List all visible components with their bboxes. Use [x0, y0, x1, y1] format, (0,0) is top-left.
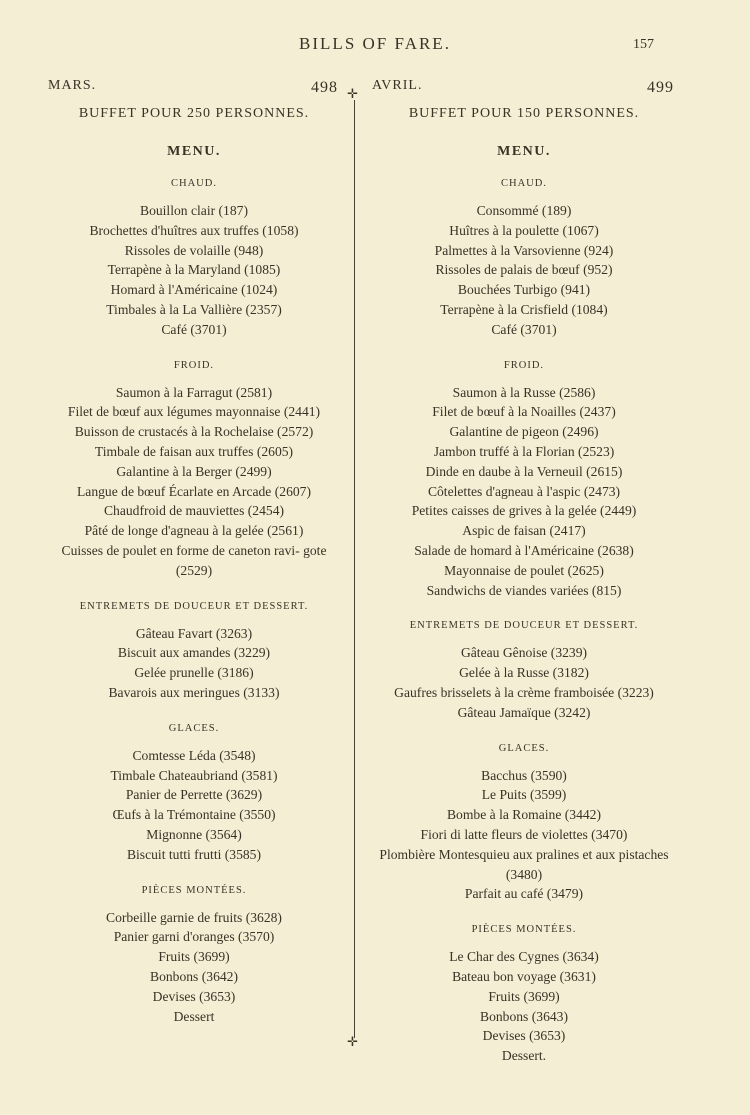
menu-item: Gaufres brisselets à la crème framboisée (3223) — [394, 684, 654, 700]
menu-item: Comtesse Léda (3548) — [132, 747, 256, 763]
buffet-title: BUFFET POUR 150 PERSONNES. — [408, 106, 640, 121]
menu-item: Chaudfroid de mauviettes (2454) — [103, 503, 285, 519]
menu-item: Bombe à la Romaine (3442) — [446, 807, 602, 823]
menu-item: Fruits (3699) — [158, 949, 230, 965]
section-title: PIÈCES MONTÉES. — [141, 884, 247, 896]
menu-item: Devises (3653) — [482, 1028, 566, 1044]
menu-item: Le Char des Cygnes (3634) — [449, 949, 599, 965]
menu-item: Palmettes à la Varsovienne (924) — [434, 242, 614, 258]
menu-item: Dinde en daube à la Verneuil (2615) — [425, 463, 623, 479]
menu-item: Bonbons (3643) — [480, 1008, 568, 1024]
menu-item-list — [44, 746, 344, 865]
menu-sections — [368, 178, 680, 1066]
menu-item: Biscuit tutti frutti (3585) — [126, 846, 262, 862]
menu-item: Gelée prunelle (3186) — [134, 665, 254, 681]
menu-item: Côtelettes d'agneau à l'aspic (2473) — [427, 483, 621, 499]
menu-item: Petites caisses de grives à la gelée (2449) — [411, 503, 637, 519]
menu-item: Bouillon clair (187) — [140, 203, 248, 218]
menu-item: Bacchus (3590) — [481, 767, 567, 783]
menu-item: Dessert — [173, 1008, 215, 1024]
page-header — [0, 34, 750, 58]
menu-item: Bouchées Turbigo (941) — [457, 282, 591, 298]
menu-item: Saumon à la Russe (2586) — [452, 384, 596, 400]
menu-item: Langue de bœuf Écarlate en Arcade (2607) — [76, 483, 311, 499]
menu-item-list — [44, 201, 344, 340]
menu-item-list — [368, 383, 680, 601]
divider-ornament-top: ✛ — [347, 86, 358, 101]
section-title: GLACES. — [168, 722, 220, 734]
divider-ornament-bottom: ✛ — [347, 1034, 358, 1049]
menu-item: Filet de bœuf à la Noailles (2437) — [432, 404, 616, 420]
menu-item: Rissoles de volaille (948) — [124, 242, 264, 258]
menu-sections — [44, 178, 344, 1026]
menu-item: Panier de Perrette (3629) — [125, 787, 263, 803]
menu-item: Cuisses de poulet en forme de caneton ravi- gote (2529) — [61, 542, 327, 578]
menu-item: Galantine à la Berger (2499) — [116, 463, 272, 479]
menu-item: Brochettes d'huîtres aux truffes (1058) — [89, 222, 299, 238]
menu-item: Mayonnaise de poulet (2625) — [444, 562, 604, 578]
menu-item: Café (3701) — [491, 321, 557, 337]
menu-item: Sandwichs de viandes variées (815) — [426, 582, 622, 598]
menu-item-list — [368, 643, 680, 722]
menu-item: Fruits (3699) — [488, 988, 560, 1004]
menu-item: Consommé (189) — [476, 203, 572, 218]
menu-item-list — [44, 383, 344, 581]
menu-heading: MENU. — [167, 144, 221, 159]
month-label: MARS. — [48, 78, 97, 93]
menu-item: Plombière Montesquieu aux pralines et aux pistaches (3480) — [379, 846, 669, 882]
menu-item: Œufs à la Trémontaine (3550) — [112, 807, 276, 823]
menu-item: Biscuit aux amandes (3229) — [117, 645, 271, 661]
section-title: CHAUD. — [171, 178, 217, 189]
menu-item: Filet de bœuf aux légumes mayonnaise (2441) — [67, 404, 321, 420]
menu-item: Fiori di latte fleurs de violettes (3470) — [420, 826, 628, 842]
menu-item: Dessert. — [501, 1048, 547, 1064]
month-label: AVRIL. — [372, 78, 423, 93]
menu-item: Rissoles de palais de bœuf (952) — [435, 262, 613, 278]
menu-item: Jambon truffé à la Florian (2523) — [433, 443, 615, 459]
buffet-title: BUFFET POUR 250 PERSONNES. — [78, 106, 310, 121]
menu-item: Timbales à la La Vallière (2357) — [106, 301, 282, 317]
menu-item: Buisson de crustacés à la Rochelaise (2572) — [74, 424, 314, 440]
menu-item-list — [368, 766, 680, 905]
menu-item: Bateau bon voyage (3631) — [452, 968, 596, 984]
menu-item: Café (3701) — [161, 321, 227, 337]
menu-item: Bonbons (3642) — [150, 968, 238, 984]
menu-item: Timbale Chateaubriand (3581) — [110, 767, 278, 783]
section-title: FROID. — [173, 359, 215, 371]
section-title: ENTREMETS DE DOUCEUR ET DESSERT. — [409, 620, 639, 632]
menu-item: Devises (3653) — [152, 988, 236, 1004]
menu-item: Gelée à la Russe (3182) — [459, 665, 589, 681]
menu-item: Corbeille garnie de fruits (3628) — [106, 909, 282, 925]
menu-item: Gâteau Jamaïque (3242) — [457, 704, 591, 720]
section-title: CHAUD. — [501, 178, 547, 189]
page-number: 157 — [633, 37, 654, 52]
menu-item: Huîtres à la poulette (1067) — [449, 222, 599, 238]
menu-heading: MENU. — [497, 144, 551, 159]
menu-item: Gâteau Gênoise (3239) — [460, 645, 588, 661]
menu-item: Timbale de faisan aux truffes (2605) — [94, 443, 294, 459]
menu-item: Pâté de longe d'agneau à la gelée (2561) — [84, 523, 304, 539]
section-title: FROID. — [503, 359, 545, 371]
bill-of-fare-499 — [368, 78, 680, 1066]
section-title: ENTREMETS DE DOUCEUR ET DESSERT. — [79, 600, 309, 612]
menu-item: Homard à l'Américaine (1024) — [110, 282, 278, 298]
menu-item: Le Puits (3599) — [481, 787, 567, 803]
menu-item: Bavarois aux meringues (3133) — [108, 684, 280, 700]
menu-item: Salade de homard à l'Américaine (2638) — [414, 542, 634, 558]
menu-item: Aspic de faisan (2417) — [462, 523, 586, 539]
menu-item-list — [44, 908, 344, 1027]
bill-number: 499 — [647, 79, 674, 96]
menu-item-list — [368, 201, 680, 340]
section-title: PIÈCES MONTÉES. — [471, 924, 577, 936]
bill-number: 498 — [311, 79, 338, 96]
bill-of-fare-498 — [44, 78, 344, 1026]
menu-item-list — [368, 947, 680, 1066]
running-title: BILLS OF FARE. — [299, 34, 451, 53]
menu-item: Galantine de pigeon (2496) — [449, 424, 599, 440]
menu-item: Parfait au café (3479) — [464, 886, 584, 902]
menu-item: Saumon à la Farragut (2581) — [115, 384, 273, 400]
menu-item: Panier garni d'oranges (3570) — [113, 929, 275, 945]
column-header — [44, 78, 344, 100]
column-divider — [354, 100, 355, 1038]
menu-item: Terrapène à la Maryland (1085) — [107, 262, 281, 278]
menu-item: Gâteau Favart (3263) — [135, 625, 253, 641]
section-title: GLACES. — [498, 742, 550, 754]
menu-item: Mignonne (3564) — [146, 826, 242, 842]
column-header — [368, 78, 680, 100]
menu-item-list — [44, 624, 344, 703]
menu-item: Terrapène à la Crisfield (1084) — [440, 301, 608, 317]
